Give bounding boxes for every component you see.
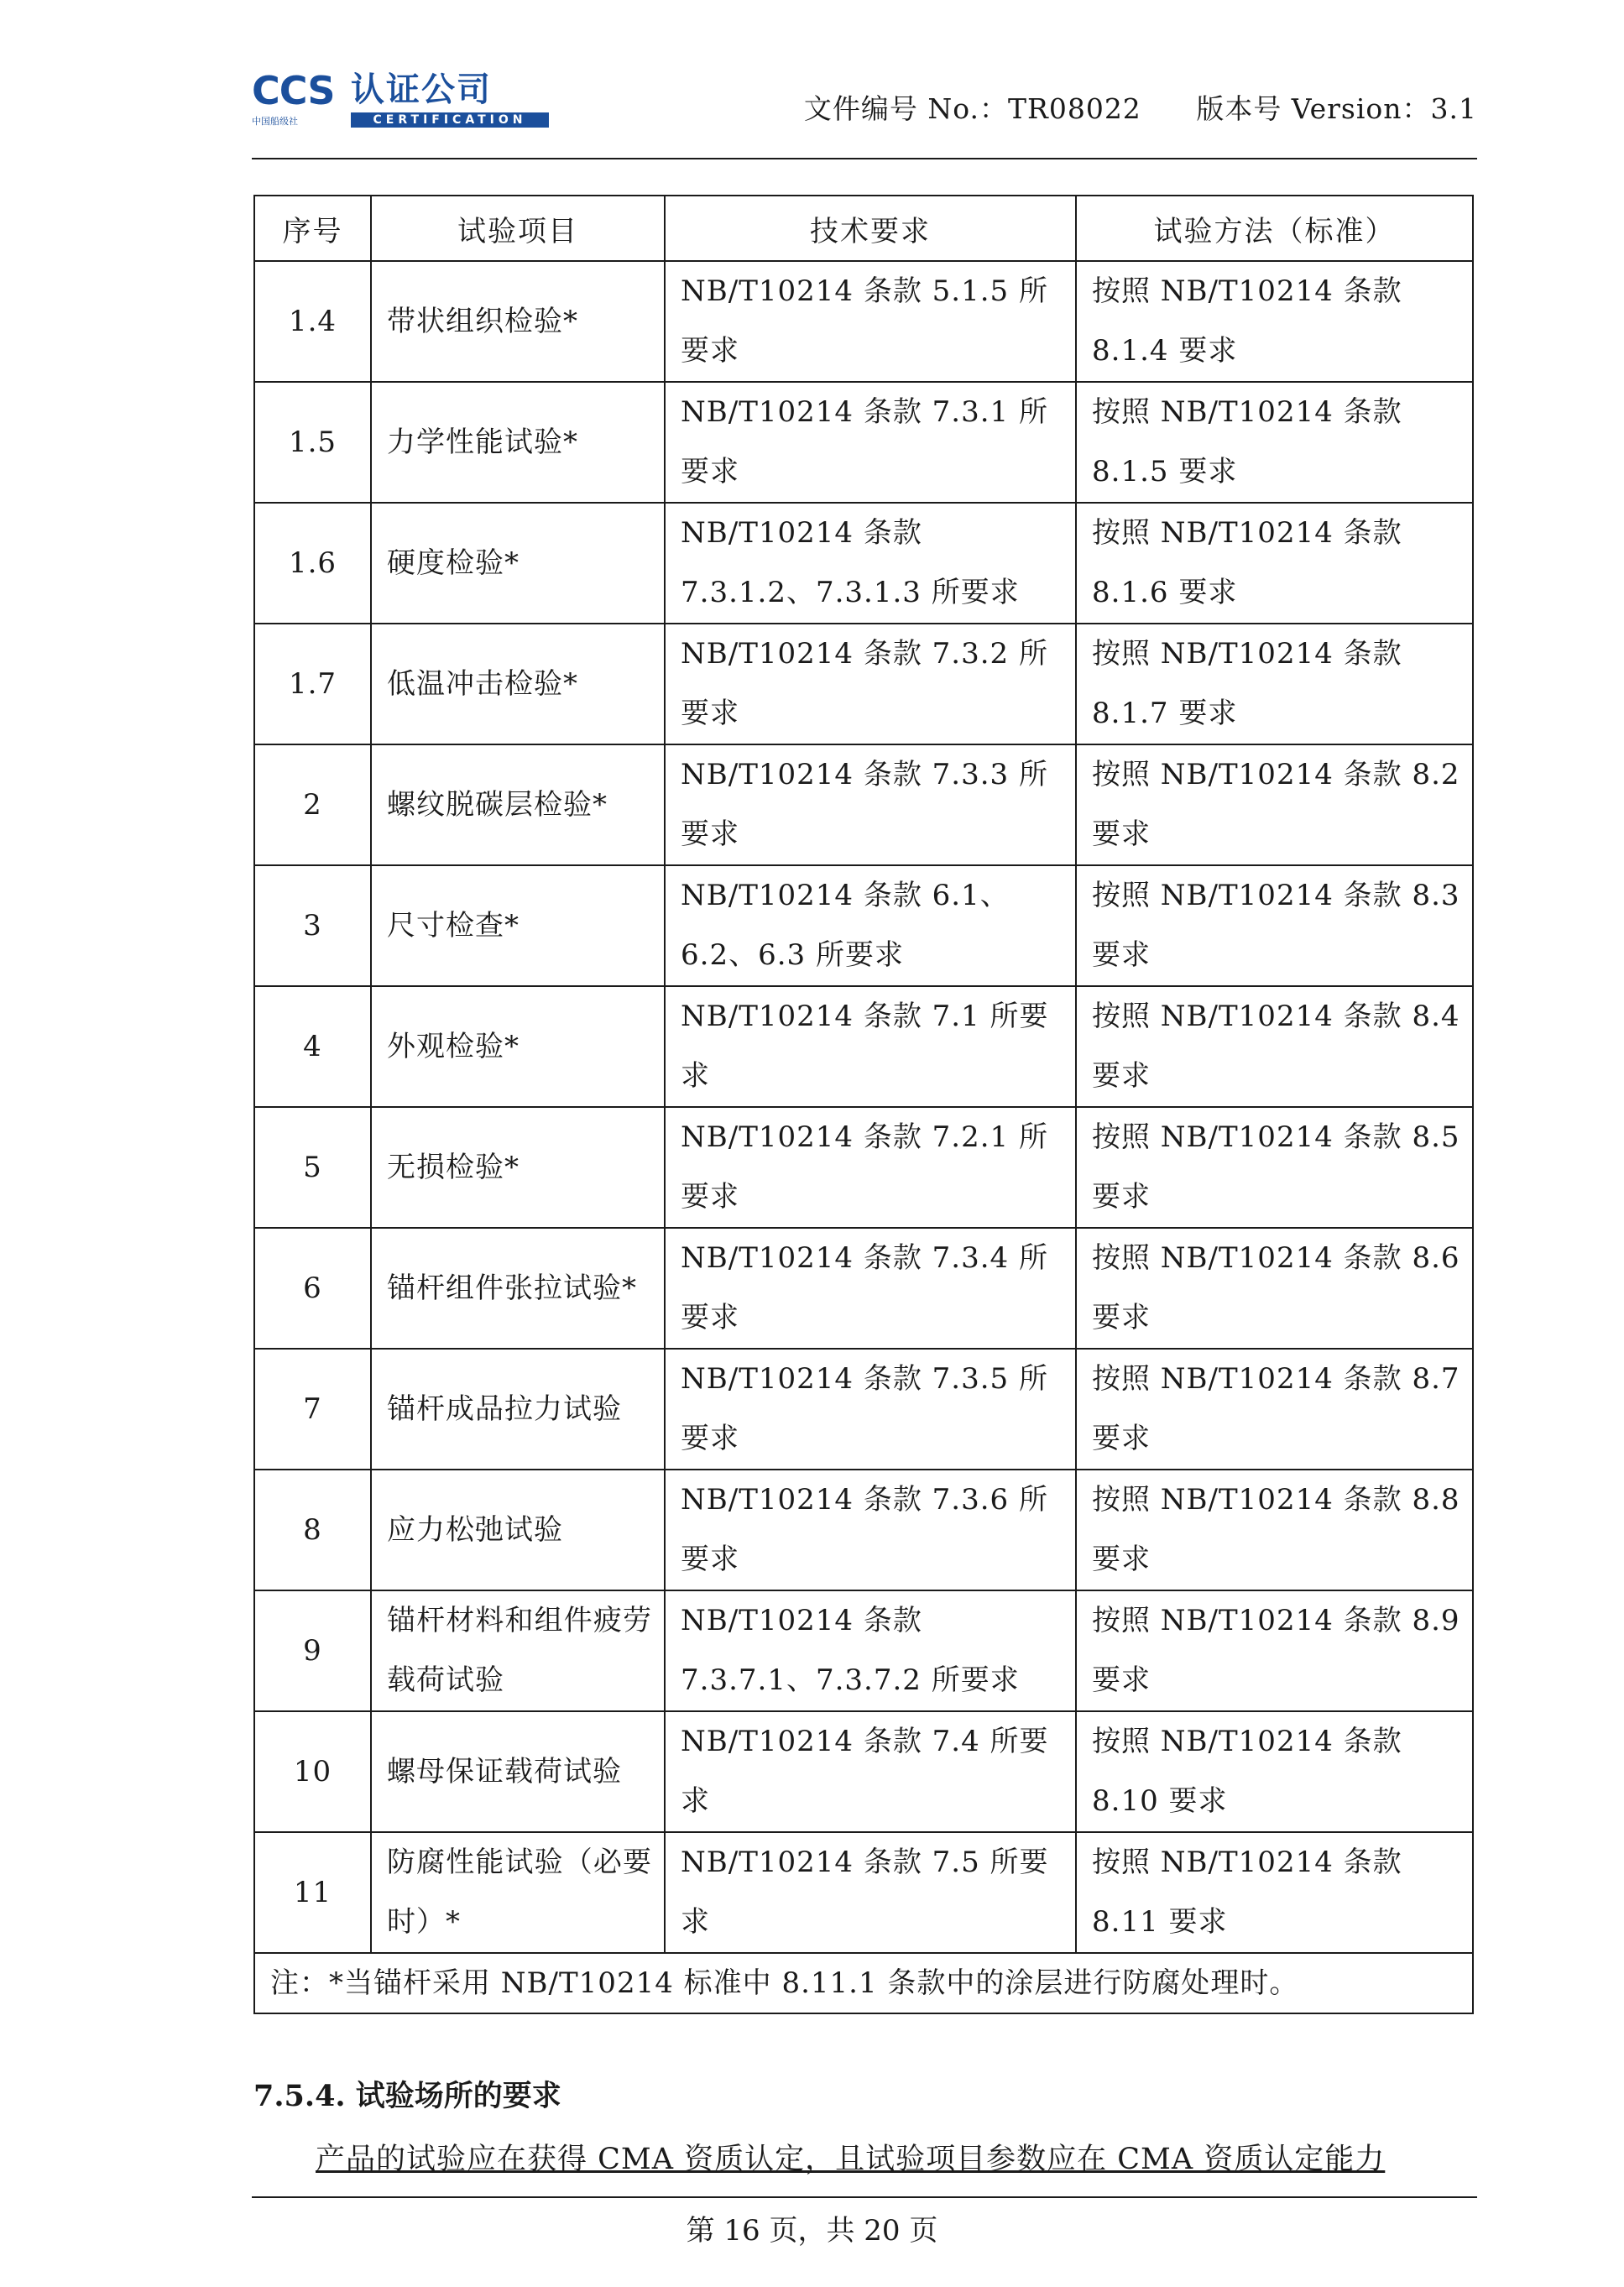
cell-test-item: 外观检验* [371, 986, 665, 1107]
cell-test-item: 尺寸检查* [371, 865, 665, 986]
table-row [254, 1107, 1473, 1228]
cell-technical-requirement: NB/T10214 条款 7.3.1 所要求 [665, 382, 1076, 503]
cell-test-method: 按照 NB/T10214 条款 8.9 要求 [1076, 1590, 1473, 1711]
page-header [252, 67, 1477, 159]
cell-test-method: 按照 NB/T10214 条款 8.10 要求 [1076, 1711, 1473, 1832]
cell-test-method: 按照 NB/T10214 条款 8.2 要求 [1076, 744, 1473, 865]
cell-test-method: 按照 NB/T10214 条款 8.1.7 要求 [1076, 624, 1473, 744]
table-row [254, 261, 1473, 382]
table-row [254, 1832, 1473, 1953]
cell-serial-no: 3 [254, 865, 371, 986]
cell-serial-no: 9 [254, 1590, 371, 1711]
cell-test-method: 按照 NB/T10214 条款 8.1.5 要求 [1076, 382, 1473, 503]
table-row [254, 1711, 1473, 1832]
logo-chinese-text: 认证公司 [351, 70, 492, 109]
header-meta [759, 87, 1477, 127]
cell-serial-no: 6 [254, 1228, 371, 1349]
cell-test-item: 带状组织检验* [371, 261, 665, 382]
cell-test-method: 按照 NB/T10214 条款 8.1.6 要求 [1076, 503, 1473, 624]
cell-technical-requirement: NB/T10214 条款 7.3.4 所要求 [665, 1228, 1076, 1349]
ccs-logo [252, 67, 554, 134]
cell-technical-requirement: NB/T10214 条款 7.5 所要求 [665, 1832, 1076, 1953]
cell-technical-requirement: NB/T10214 条款 5.1.5 所要求 [665, 261, 1076, 382]
cell-test-item: 力学性能试验* [371, 382, 665, 503]
logo-english-bar: CERTIFICATION [351, 112, 549, 128]
table-row [254, 503, 1473, 624]
header-technical-requirement: 技术要求 [665, 196, 1076, 261]
header-divider [252, 158, 1477, 159]
cell-test-method: 按照 NB/T10214 条款 8.4 要求 [1076, 986, 1473, 1107]
cell-serial-no: 4 [254, 986, 371, 1107]
cell-technical-requirement: NB/T10214 条款 7.3.6 所要求 [665, 1470, 1076, 1590]
cell-test-item: 锚杆组件张拉试验* [371, 1228, 665, 1349]
cell-technical-requirement: NB/T10214 条款 6.1、6.2、6.3 所要求 [665, 865, 1076, 986]
footer-divider [252, 2196, 1477, 2198]
cell-test-method: 按照 NB/T10214 条款 8.7 要求 [1076, 1349, 1473, 1470]
version-number: 版本号 Version：3.1 [1196, 92, 1477, 125]
cell-test-item: 防腐性能试验（必要时）* [371, 1832, 665, 1953]
header-test-method: 试验方法（标准） [1076, 196, 1473, 261]
cell-serial-no: 1.6 [254, 503, 371, 624]
page-number: 第 16 页，共 20 页 [686, 2214, 938, 2248]
section-title: 7.5.4. 试验场所的要求 [253, 2079, 561, 2113]
cell-serial-no: 1.4 [254, 261, 371, 382]
document-number: 文件编号 No.：TR08022 [803, 92, 1141, 125]
cell-technical-requirement: NB/T10214 条款 7.3.5 所要求 [665, 1349, 1076, 1470]
logo-ccs-text: CCS [252, 68, 335, 113]
cell-technical-requirement: NB/T10214 条款 7.2.1 所要求 [665, 1107, 1076, 1228]
cell-serial-no: 8 [254, 1470, 371, 1590]
cell-technical-requirement: NB/T10214 条款 7.3.3 所要求 [665, 744, 1076, 865]
header-test-item: 试验项目 [371, 196, 665, 261]
cell-serial-no: 10 [254, 1711, 371, 1832]
cell-test-item: 无损检验* [371, 1107, 665, 1228]
cell-test-item: 锚杆材料和组件疲劳载荷试验 [371, 1590, 665, 1711]
cell-test-method: 按照 NB/T10214 条款 8.5 要求 [1076, 1107, 1473, 1228]
table-row [254, 382, 1473, 503]
cell-technical-requirement: NB/T10214 条款 7.3.2 所要求 [665, 624, 1076, 744]
cell-technical-requirement: NB/T10214 条款 7.4 所要求 [665, 1711, 1076, 1832]
table-header-row [254, 196, 1473, 261]
cell-test-item: 螺母保证载荷试验 [371, 1711, 665, 1832]
table-row [254, 744, 1473, 865]
cell-test-item: 应力松弛试验 [371, 1470, 665, 1590]
table-note-row [254, 1953, 1473, 2013]
cell-test-item: 锚杆成品拉力试验 [371, 1349, 665, 1470]
cell-technical-requirement: NB/T10214 条款 7.3.1.2、7.3.1.3 所要求 [665, 503, 1076, 624]
cell-technical-requirement: NB/T10214 条款 7.1 所要求 [665, 986, 1076, 1107]
test-items-table [253, 195, 1474, 2014]
table-row [254, 865, 1473, 986]
table-row [254, 1590, 1473, 1711]
table-row [254, 1470, 1473, 1590]
cell-test-item: 低温冲击检验* [371, 624, 665, 744]
cell-test-item: 硬度检验* [371, 503, 665, 624]
table-row [254, 624, 1473, 744]
cell-serial-no: 11 [254, 1832, 371, 1953]
cell-serial-no: 7 [254, 1349, 371, 1470]
table-row [254, 1349, 1473, 1470]
section-paragraph: 产品的试验应在获得 CMA 资质认定，且试验项目参数应在 CMA 资质认定能力 [316, 2143, 1386, 2176]
table-row [254, 986, 1473, 1107]
cell-test-method: 按照 NB/T10214 条款 8.1.4 要求 [1076, 261, 1473, 382]
cell-technical-requirement: NB/T10214 条款 7.3.7.1、7.3.7.2 所要求 [665, 1590, 1076, 1711]
cell-serial-no: 2 [254, 744, 371, 865]
cell-test-method: 按照 NB/T10214 条款 8.6 要求 [1076, 1228, 1473, 1349]
cell-serial-no: 1.5 [254, 382, 371, 503]
cell-test-method: 按照 NB/T10214 条款 8.11 要求 [1076, 1832, 1473, 1953]
logo-subtitle: 中国船级社 [252, 116, 298, 127]
cell-test-method: 按照 NB/T10214 条款 8.8 要求 [1076, 1470, 1473, 1590]
cell-serial-no: 5 [254, 1107, 371, 1228]
cell-test-method: 按照 NB/T10214 条款 8.3 要求 [1076, 865, 1473, 986]
cell-serial-no: 1.7 [254, 624, 371, 744]
table-row [254, 1228, 1473, 1349]
header-serial-no: 序号 [254, 196, 371, 261]
cell-test-item: 螺纹脱碳层检验* [371, 744, 665, 865]
table-note: 注：*当锚杆采用 NB/T10214 标准中 8.11.1 条款中的涂层进行防腐处理时。 [254, 1953, 1473, 2013]
